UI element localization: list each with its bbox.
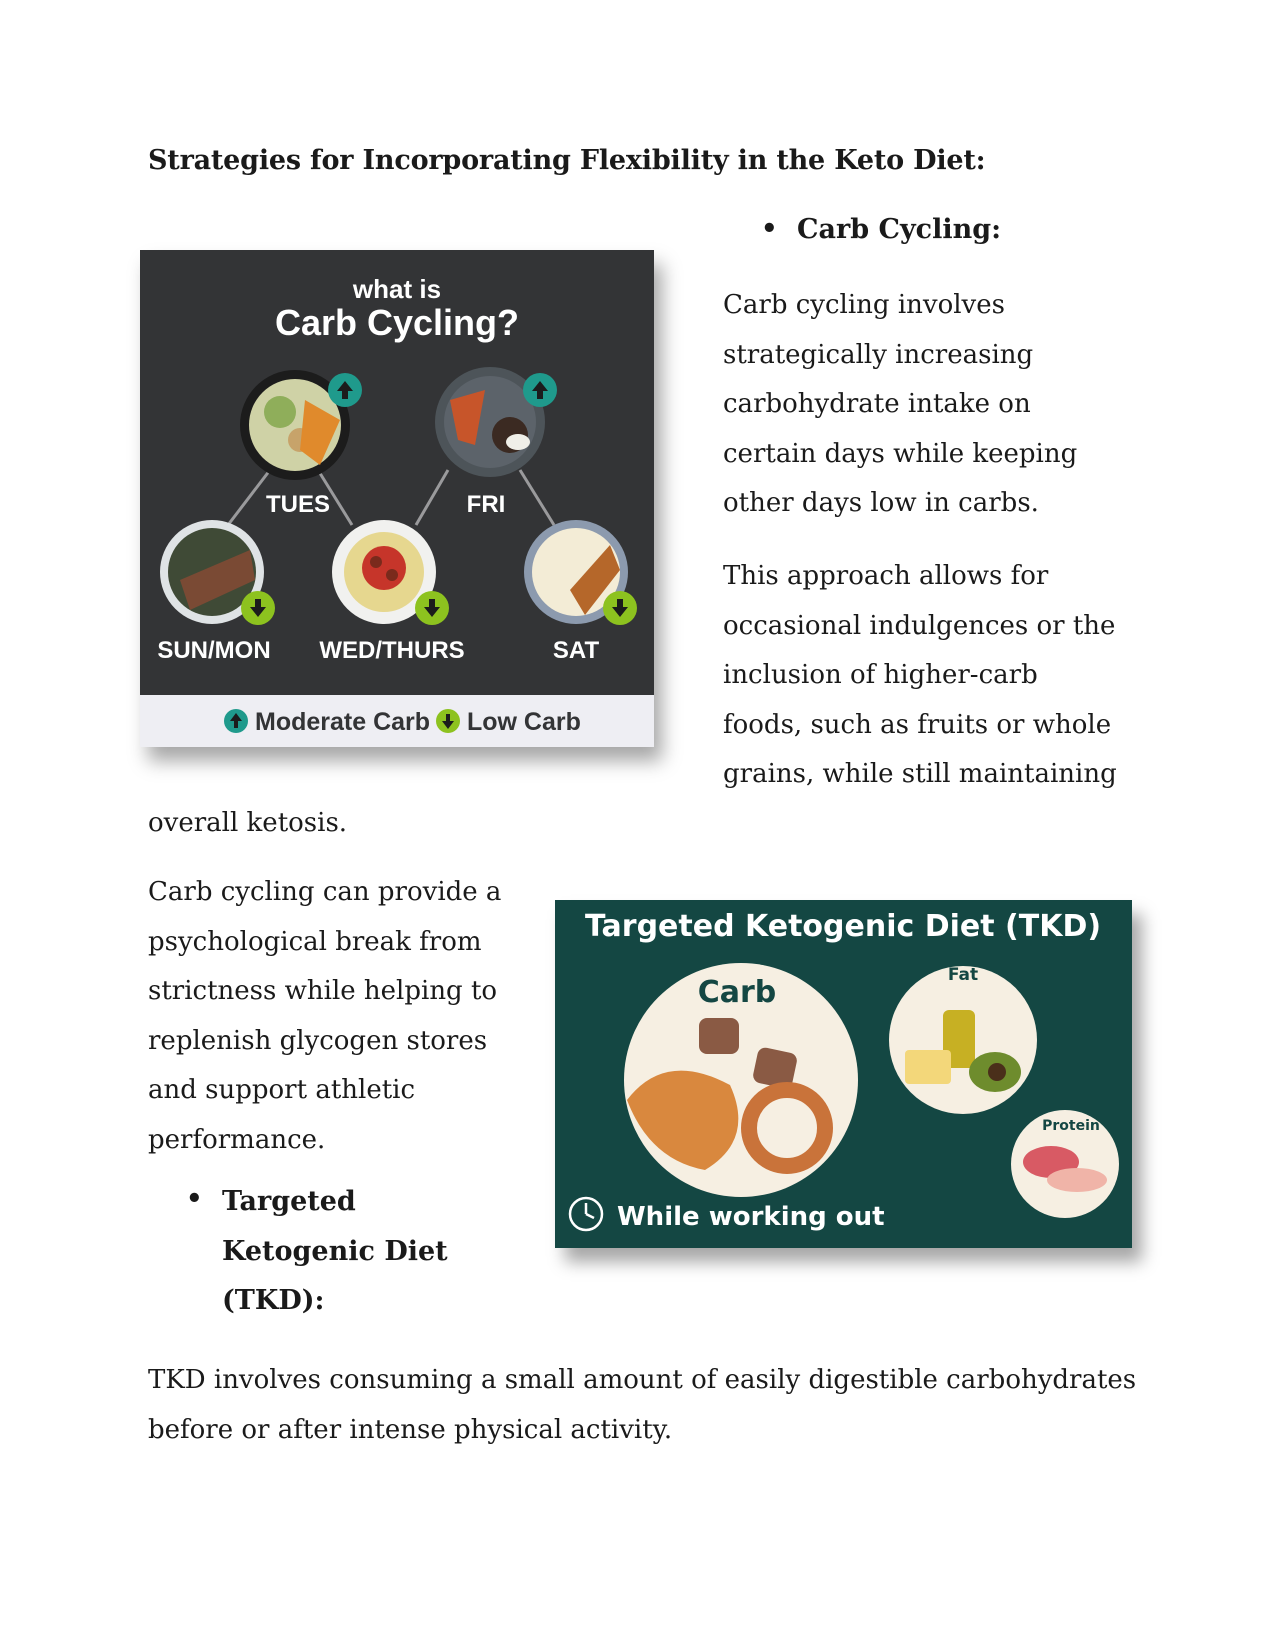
text-line: psychological break from [148,926,482,957]
text-line: foods, such as fruits or whole [723,709,1112,740]
cc-subtitle: what is [352,274,442,304]
text-line: Carb cycling involves [723,290,1005,320]
carb-cycling-title: Carb Cycling: [797,214,1002,245]
carb-cycling-bullet [761,214,1002,245]
tkd-title-line: (TKD): [222,1285,325,1316]
carb-label: Carb [697,975,777,1010]
text-line: overall ketosis. [148,808,348,838]
text-line: Carb cycling can provide a [148,877,502,907]
text-line: strictness while helping to [148,976,498,1006]
carb-cycling-paragraph-2-tail [148,799,347,849]
day-label-wedthurs: WED/THURS [319,637,465,664]
tkd-title: Targeted Ketogenic Diet (TKD) [584,909,1102,944]
day-label-sunmon: SUN/MON [157,637,271,664]
bullet-dot: • [186,1184,203,1214]
fat-label: Fat [947,965,979,985]
cc-title: Carb Cycling? [274,302,520,343]
legend-low-label: Low Carb [467,708,581,736]
sunmon-plate [160,520,275,625]
fri-plate [435,367,557,477]
tkd-bullet [186,1177,448,1326]
text-line: replenish glycogen stores [148,1025,488,1056]
carb-cycling-infographic [140,250,654,747]
carb-cycling-svg [140,250,654,747]
tkd-footer [570,1198,885,1232]
carb-cycling-paragraph-1 [723,281,1077,529]
tkd-infographic [555,900,1132,1248]
tkd-svg [555,900,1132,1248]
day-label-sat: SAT [552,637,600,664]
day-label-tues: TUES [265,491,331,518]
sat-plate [524,520,637,625]
text-line: certain days while keeping [723,438,1078,469]
text-line: inclusion of higher-carb [723,660,1038,690]
text-line: occasional indulgences or the [723,610,1116,641]
text-line: grains, while still maintaining [723,759,1117,789]
text-line: carbohydrate intake on [723,389,1031,419]
bullet-dot: • [761,214,778,244]
fat-circle [889,965,1037,1114]
protein-label: Protein [1042,1118,1100,1134]
tkd-title-line: Targeted [222,1186,356,1217]
carb-cycling-paragraph-2 [723,552,1117,800]
legend-moderate [224,708,430,736]
tkd-paragraph [148,1356,1136,1455]
carb-cycling-paragraph-3 [148,868,501,1165]
tkd-footer-label: While working out [617,1202,885,1232]
legend-moderate-label: Moderate Carb [255,708,431,736]
tues-plate [240,370,362,480]
day-label-fri: FRI [466,491,506,518]
legend-low [436,708,581,736]
text-line: strategically increasing [723,339,1034,370]
protein-circle [1011,1110,1119,1218]
carb-circle [624,963,858,1197]
text-line: TKD involves consuming a small amount of easily digestible carbohydrates [148,1365,1137,1395]
tkd-title-line: Ketogenic Diet [222,1235,448,1267]
wedthurs-plate [332,520,449,625]
text-line: This approach allows for [723,561,1049,591]
text-line: other days low in carbs. [723,488,1039,518]
text-line: and support athletic [148,1075,416,1105]
page-heading: Strategies for Incorporating Flexibility in the Keto Diet: [148,145,986,176]
text-line: performance. [148,1124,326,1155]
text-line: before or after intense physical activity. [148,1414,673,1445]
